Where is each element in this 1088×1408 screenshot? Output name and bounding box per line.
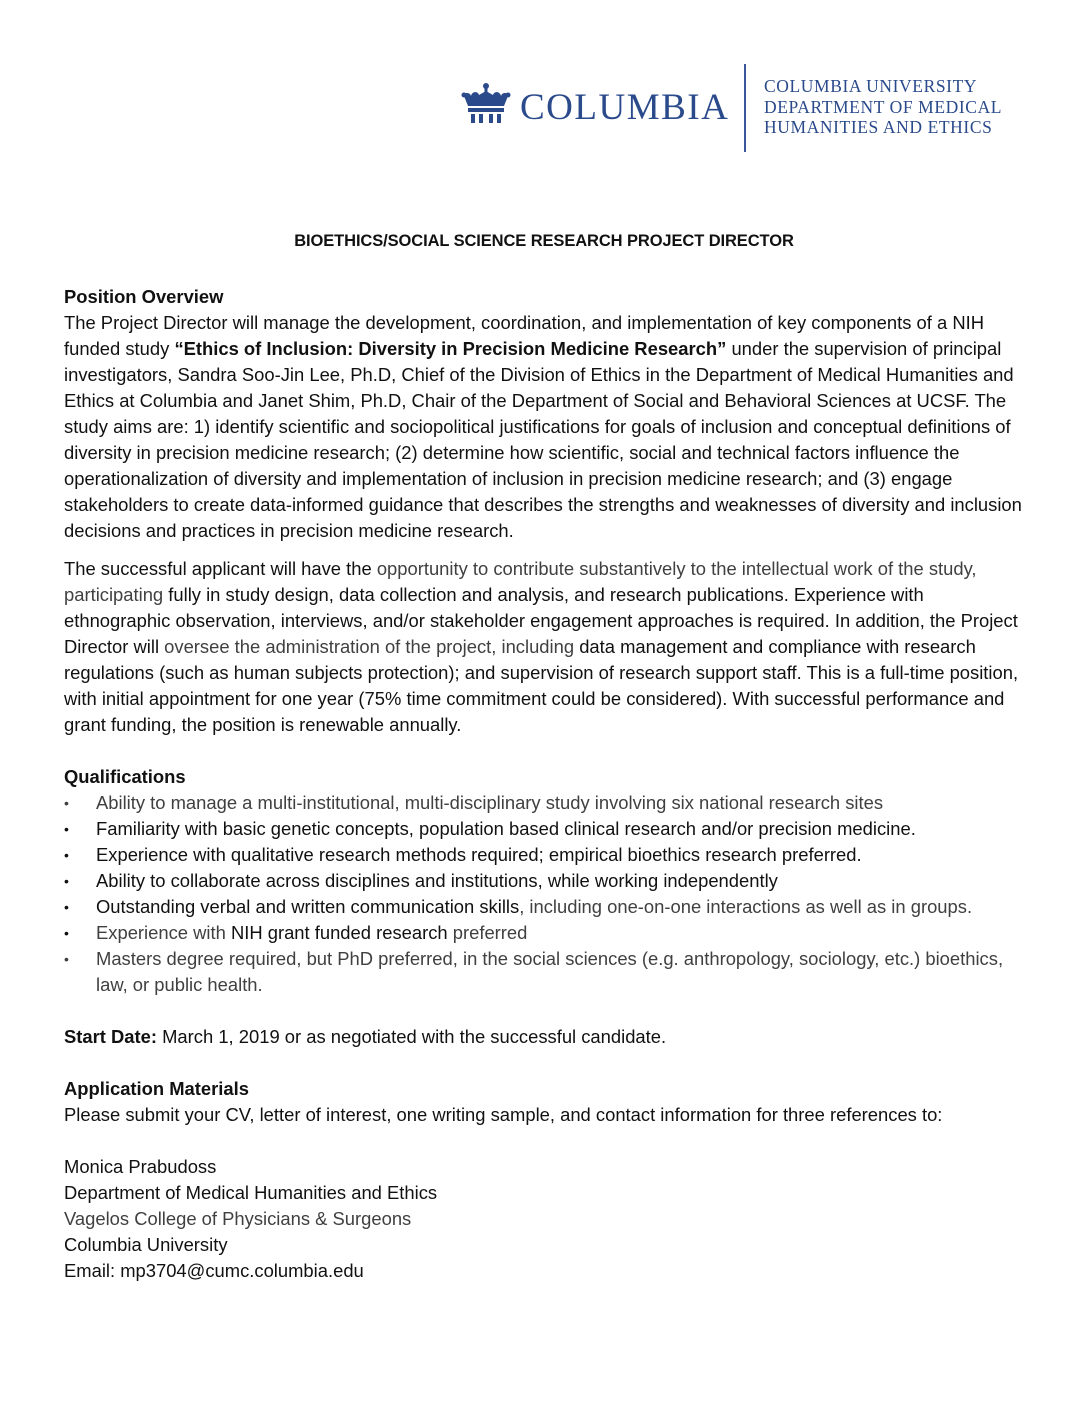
overview-p2-text-a: The successful applicant will have the	[64, 558, 377, 579]
list-item	[64, 816, 1030, 842]
start-date	[64, 1024, 1030, 1050]
department-name	[764, 76, 1002, 138]
qualification-text: Outstanding verbal and written communication skills	[96, 896, 520, 917]
list-item	[64, 920, 1030, 946]
qualification-text-cont: NIH grant funded research	[230, 922, 448, 943]
bullet-icon: •	[64, 847, 69, 863]
list-item	[64, 946, 1030, 998]
overview-paragraph-2	[64, 556, 1030, 738]
start-date-label: Start Date:	[64, 1026, 157, 1047]
contact-college: Vagelos College of Physicians & Surgeons	[64, 1208, 412, 1229]
list-item	[64, 894, 1030, 920]
list-item	[64, 868, 1030, 894]
contact-department: Department of Medical Humanities and Ethics	[64, 1182, 438, 1203]
overview-p1-text-b: under the supervision of principal investigators, Sandra Soo-Jin Lee, Ph.D, Chief of the Division of Ethics in the Department of Medical Humanities and Ethics at Columbia and Janet Shim, Ph.D, Chair of the Department of Social and Behavioral Sciences at UCSF. The study aims are: 1) identify scientific and sociopolitical justifications for goals of inclusion and conceptual definitions of diversity in precision medicine research; (2) determine how scientific, social and technical factors influence the operationalization of diversity and implementation of inclusion in precision medicine research; and (3) engage stakeholders to create data-informed guidance that describes the strengths and weaknesses of diversity and inclusion decisions and practices in precision medicine research.	[64, 338, 1022, 541]
study-title: “Ethics of Inclusion: Diversity in Precision Medicine Research”	[174, 338, 727, 359]
qualifications-heading: Qualifications	[64, 766, 186, 787]
columbia-wordmark: COLUMBIA	[520, 87, 730, 128]
qualification-text: Experience with	[96, 922, 231, 943]
dept-line-3: HUMANITIES AND ETHICS	[764, 117, 993, 137]
overview-p1-text-a: The Project Director will manage the development, coordination, and implementation of key components of a NIH funded study	[64, 312, 985, 359]
overview-paragraph-1	[64, 310, 1030, 544]
bullet-icon: •	[64, 925, 69, 941]
contact-block	[64, 1154, 1030, 1284]
start-date-value: March 1, 2019 or as negotiated with the successful candidate.	[157, 1026, 667, 1047]
bullet-icon: •	[64, 821, 69, 837]
overview-p2-text-e: data management and compliance with research regulations (such as human subjects protection); and supervision of research support staff. This is a full-time position, with initial appointment for one year (75% time commitment could be considered). With successful performance and grant funding, the position is renewable annually.	[64, 636, 1019, 735]
contact-name: Monica Prabudoss	[64, 1156, 217, 1177]
header-divider	[744, 64, 746, 152]
qualification-text: Masters degree required, but PhD preferred, in the social sciences (e.g. anthropology, sociology, etc.) bioethics, law, or public health.	[96, 948, 1004, 995]
qualification-text: Ability to manage a multi-institutional, multi-disciplinary study involving six national research sites	[96, 792, 884, 813]
list-item	[64, 842, 1030, 868]
letterhead	[456, 62, 1036, 154]
contact-email[interactable]: Email: mp3704@cumc.columbia.edu	[64, 1260, 364, 1281]
bullet-icon: •	[64, 795, 69, 811]
qualification-text: Experience with qualitative research methods required; empirical bioethics research preferred.	[96, 844, 862, 865]
qualification-text-end: preferred	[447, 922, 528, 943]
dept-line-2: DEPARTMENT OF MEDICAL	[764, 96, 1003, 117]
overview-p2-text-d: oversee the administration of the project, including	[164, 636, 575, 657]
qualification-text-cont: , including one-on-one interactions as well as in groups.	[519, 896, 973, 917]
qualification-text: Familiarity with basic genetic concepts, population based clinical research and/or precision medicine.	[96, 818, 916, 839]
crown-icon	[458, 82, 514, 124]
contact-university: Columbia University	[64, 1234, 228, 1255]
overview-p2-text-b: opportunity to contribute substantively to the intellectual work of the study, participating	[64, 558, 977, 605]
dept-line-1: COLUMBIA UNIVERSITY	[764, 76, 978, 96]
application-heading: Application Materials	[64, 1078, 249, 1099]
bullet-icon: •	[64, 873, 69, 889]
document-title: BIOETHICS/SOCIAL SCIENCE RESEARCH PROJECT DIRECTOR	[294, 232, 794, 250]
qualifications-list	[64, 790, 1030, 998]
list-item	[64, 790, 1030, 816]
qualification-text: Ability to collaborate across disciplines and institutions, while working independently	[96, 870, 778, 891]
overview-p2-text-c: fully in study design, data collection and analysis, and research publications. Experience with ethnographic observation, interviews, and/or stakeholder engagement approaches is required. In addition, the Project Director will	[64, 584, 1018, 657]
bullet-icon: •	[64, 899, 69, 915]
bullet-icon: •	[64, 951, 69, 967]
overview-heading: Position Overview	[64, 286, 224, 307]
document-body	[64, 284, 1030, 1284]
application-text: Please submit your CV, letter of interest, one writing sample, and contact information for three references to:	[64, 1104, 943, 1125]
